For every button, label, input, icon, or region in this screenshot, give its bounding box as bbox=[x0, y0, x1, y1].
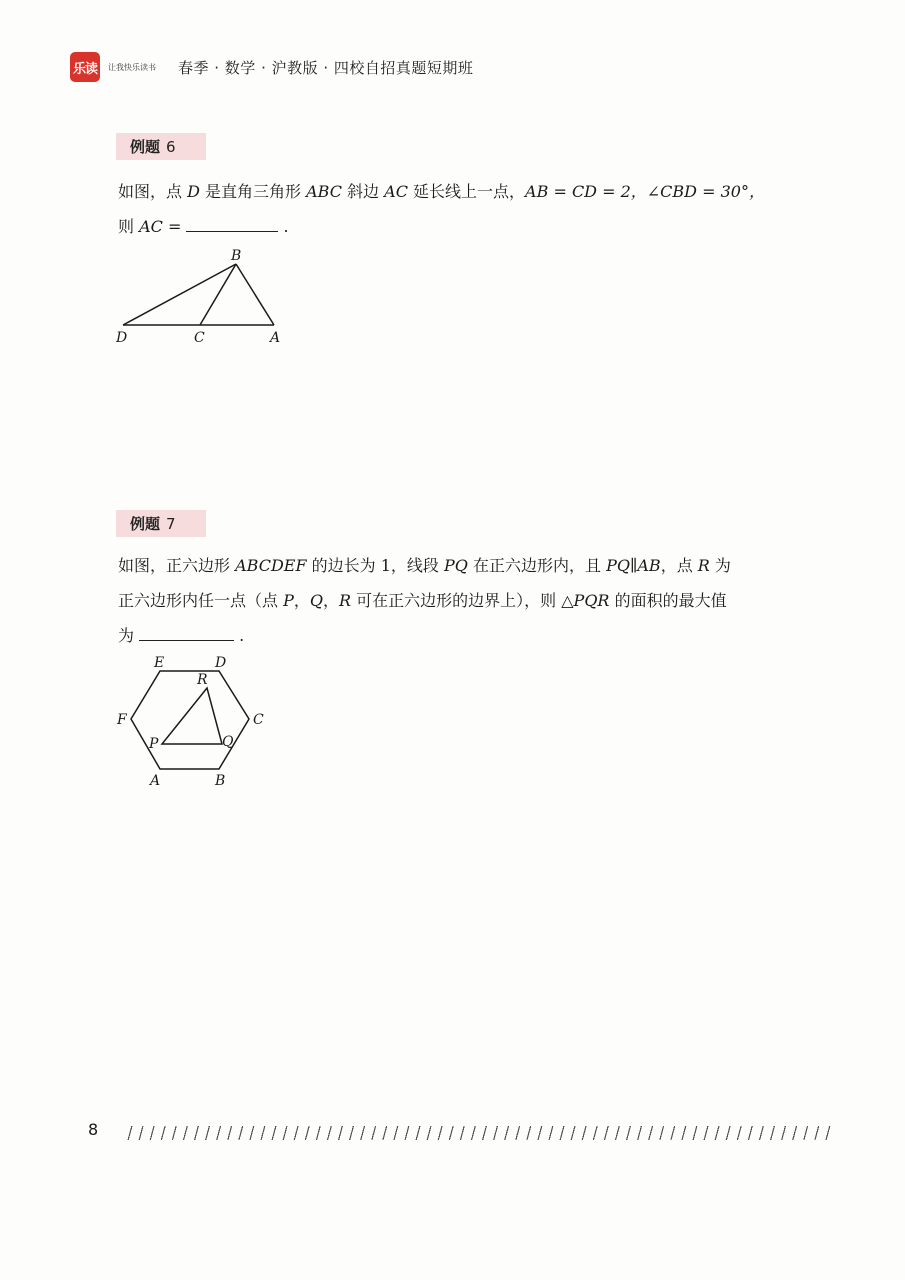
label-E: E bbox=[154, 655, 165, 671]
example-6-line-1: 如图，点 D 是直角三角形 ABC 斜边 AC 延长线上一点，AB = CD = 2，∠CBD = 30°， bbox=[118, 182, 765, 201]
example-6-tag-label: 例题 bbox=[130, 138, 161, 156]
triangle-PQR bbox=[162, 688, 222, 744]
header-title: 春季 · 数学 · 沪教版 · 四校自招真题短期班 bbox=[178, 58, 474, 77]
label-D: D bbox=[215, 655, 227, 671]
example-7-line-2: 正六边形内任一点（点 P，Q，R 可在正六边形的边界上），则 △PQR 的面积的最大值 bbox=[118, 591, 727, 610]
example-6-figure bbox=[110, 243, 300, 348]
label-C: C bbox=[253, 712, 264, 728]
label-A: A bbox=[150, 773, 161, 789]
example-6-tag-number: 6 bbox=[166, 138, 176, 156]
example-7-question bbox=[118, 548, 838, 653]
example-6-line-2: 则 AC = . bbox=[118, 209, 838, 244]
answer-blank[interactable] bbox=[139, 620, 234, 641]
example-7-tag-number: 7 bbox=[166, 515, 176, 533]
label-R: R bbox=[197, 672, 208, 688]
answer-blank[interactable] bbox=[186, 211, 278, 232]
brand-logo: 乐读 bbox=[70, 52, 100, 82]
footer-hatch-rule bbox=[124, 1126, 836, 1140]
label-Q: Q bbox=[222, 734, 234, 750]
example-6-question bbox=[118, 174, 838, 244]
example-7-tag bbox=[116, 510, 206, 537]
label-P: P bbox=[149, 736, 159, 752]
label-C: C bbox=[194, 330, 205, 346]
example-7-line-1: 如图，正六边形 ABCDEF 的边长为 1，线段 PQ 在正六边形内，且 PQ∥AB，点 R 为 bbox=[118, 556, 731, 575]
page-number: 8 bbox=[88, 1120, 99, 1139]
example-7-tag-label: 例题 bbox=[130, 515, 161, 533]
example-7-line-3: 为 . bbox=[118, 618, 838, 653]
label-D: D bbox=[116, 330, 128, 346]
label-B: B bbox=[215, 773, 226, 789]
label-F: F bbox=[117, 712, 127, 728]
label-B: B bbox=[231, 248, 242, 264]
hexagon-ABCDEF bbox=[131, 671, 249, 769]
example-6-tag bbox=[116, 133, 206, 160]
label-A: A bbox=[270, 330, 281, 346]
segment-AB bbox=[236, 264, 274, 325]
example-7-figure bbox=[110, 650, 280, 795]
brand-slogan: 让我快乐读书 bbox=[108, 62, 156, 72]
segment-DB bbox=[123, 264, 236, 325]
page-header bbox=[70, 52, 473, 82]
